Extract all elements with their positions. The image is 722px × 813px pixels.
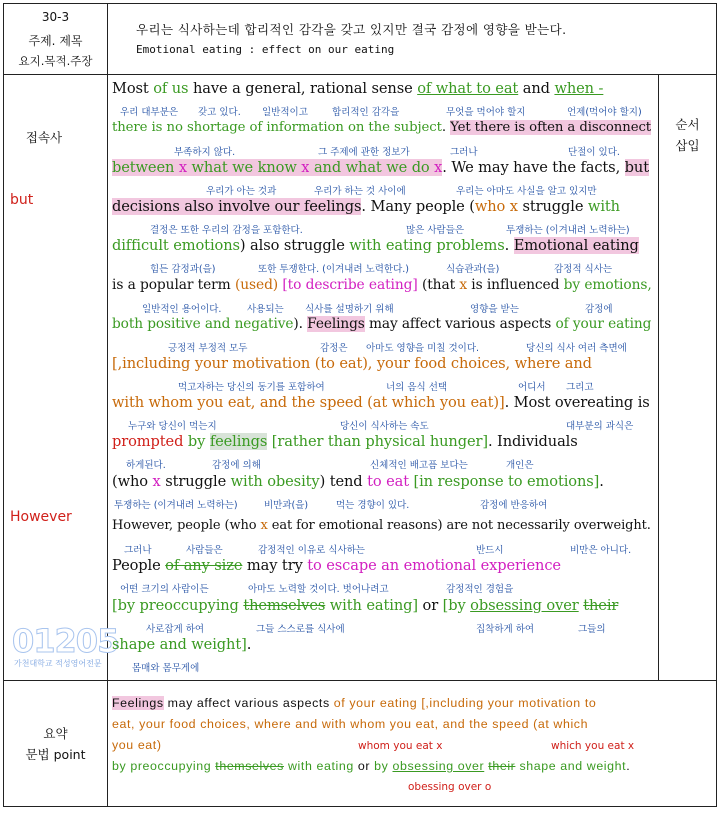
passage-line-12: However, people (who x eat for emotional reasons) are not necessarily overweight. <box>112 518 651 533</box>
summary-line-1: Feelings may affect various aspects of your eating [,including your motivation to <box>112 696 597 710</box>
gloss-15a: 몸매와 몸무게에 <box>132 663 200 674</box>
gloss-1e: 무엇을 먹어야 할지 <box>446 107 526 118</box>
gloss-6b: 사용되는 <box>247 304 284 315</box>
order-label: 순서 <box>675 117 700 132</box>
topic-label: 주제. 제목 <box>28 34 83 48</box>
passage-line-9: with whom you eat, and the speed (at which you eat)]. Most overeating is <box>112 394 650 411</box>
passage-line-10: prompted by feelings [rather than physical hunger]. Individuals <box>112 433 578 450</box>
gloss-11b: 비만과(을) <box>264 500 309 511</box>
header-divider <box>4 74 717 75</box>
summary-divider <box>4 680 717 681</box>
gloss-12c: 감정적인 이유로 식사하는 <box>258 545 365 556</box>
gloss-6a: 일반적인 용어이다. <box>142 304 222 315</box>
lesson-number: 30-3 <box>41 10 70 24</box>
connector-label: 접속사 <box>25 130 63 145</box>
gloss-2c: 그러나 <box>450 147 478 158</box>
gloss-13c: 감정적인 경험을 <box>446 584 514 595</box>
right-column-divider <box>658 75 659 681</box>
gloss-12b: 사람들은 <box>186 545 223 556</box>
gloss-12d: 반드시 <box>476 545 504 556</box>
topic-korean: 우리는 식사하는데 합리적인 감각을 갖고 있지만 결국 감정에 영향을 받는다. <box>136 22 567 37</box>
gloss-3b: 우리가 하는 것 사이에 <box>314 186 406 197</box>
gloss-1c: 일반적이고 <box>262 107 308 118</box>
however-label: However <box>10 509 72 525</box>
grammar-point-label: 문법 point <box>25 747 86 762</box>
but-label: but <box>10 192 34 208</box>
summary-line-2: eat, your food choices, where and with whom you eat, and the speed (at which <box>112 717 589 731</box>
gloss-7d: 당신의 식사 여러 측면에 <box>526 343 627 354</box>
gloss-9a: 누구와 당신이 먹는지 <box>128 421 217 432</box>
gloss-7c: 아마도 영향을 미칠 것이다. <box>366 343 480 354</box>
passage-line-14: [by preoccupying themselves with eating] or [by obsessing over their <box>112 597 619 614</box>
gloss-1a: 우리 대부분은 <box>120 107 179 118</box>
passage-line-11: (who x struggle with obesity) tend to eat [in response to emotions]. <box>112 473 604 490</box>
gloss-8b: 너의 음식 선택 <box>386 382 448 393</box>
left-column-divider <box>107 4 108 807</box>
grammar-note-2: which you eat x <box>551 740 635 752</box>
passage-line-13: People of any size may try to escape an emotional experience <box>112 557 561 574</box>
passage-line-2: there is no shortage of information on the subject. Yet there is often a disconnect <box>112 120 652 135</box>
topic-english: Emotional eating : effect on our eating <box>136 43 395 56</box>
gloss-8c: 어디서 <box>518 382 546 393</box>
gloss-7b: 감정은 <box>320 343 348 354</box>
gloss-2d: 단절이 있다. <box>568 147 620 158</box>
passage-line-8: [,including your motivation (to eat), your food choices, where and <box>112 355 592 372</box>
gloss-11c: 먹는 경향이 있다. <box>336 500 410 511</box>
gloss-1b: 갖고 있다. <box>198 107 241 118</box>
watermark-caption: 가천대학교 적성영어전문 <box>14 659 102 668</box>
gloss-1f: 언제(먹어야 할지) <box>567 107 642 118</box>
gloss-14c: 집착하게 하여 <box>476 624 535 635</box>
passage-line-15: shape and weight]. <box>112 636 252 653</box>
passage-line-1: Most of us have a general, rational sense of what to eat and when - <box>112 80 604 97</box>
summary-line-4: by preoccupying themselves with eating or by obsessing over their shape and weight. <box>112 759 631 773</box>
gloss-14a: 사로잡게 하여 <box>146 624 205 635</box>
gloss-3c: 우리는 아마도 사실을 알고 있지만 <box>456 186 597 197</box>
gloss-8a: 먹고자하는 당신의 동기를 포함하여 <box>178 382 325 393</box>
gloss-4c: 투쟁하는 (이겨내려 노력하는) <box>506 225 630 236</box>
gloss-6c: 식사를 설명하기 위해 <box>305 304 394 315</box>
gloss-11d: 감정에 반응하여 <box>480 500 548 511</box>
passage-line-4: decisions also involve our feelings. Many people (who x struggle with <box>112 198 620 215</box>
gloss-5c: 식습관과(을) <box>446 264 500 275</box>
gloss-5a: 힘든 감정과(을) <box>150 264 216 275</box>
gloss-13a: 어떤 크기의 사람이든 <box>120 584 209 595</box>
grammar-note-1: whom you eat x <box>358 740 443 752</box>
gloss-11a: 투쟁하는 (이겨내려 노력하는) <box>114 500 238 511</box>
gloss-4b: 많은 사람들은 <box>406 225 465 236</box>
gloss-14b: 그들 스스로를 식사에 <box>256 624 345 635</box>
gloss-8d: 그리고 <box>566 382 594 393</box>
gloss-1d: 합리적인 감각을 <box>332 107 400 118</box>
gloss-5d: 감정적 식사는 <box>554 264 613 275</box>
summary-label: 요약 <box>43 726 68 741</box>
gloss-7a: 긍정적 부정적 모두 <box>168 343 248 354</box>
insert-label: 삽입 <box>675 138 700 153</box>
gloss-9b: 당신이 식사하는 속도 <box>340 421 429 432</box>
gist-label: 요지.목적.주장 <box>18 54 93 68</box>
gloss-13b: 아마도 노력할 것이다. 벗어나려고 <box>248 584 389 595</box>
passage-line-6: is a popular term (used) [to describe eating] (that x is influenced by emotions, <box>112 277 652 293</box>
summary-line-3: you eat) <box>112 738 162 752</box>
gloss-2b: 그 주제에 관한 정보가 <box>318 147 410 158</box>
gloss-5b: 또한 투쟁한다. (이겨내려 노력한다.) <box>258 264 409 275</box>
gloss-10d: 개인은 <box>506 460 534 471</box>
gloss-6d: 영향을 받는 <box>470 304 519 315</box>
gloss-6e: 감정에 <box>585 304 613 315</box>
gloss-4a: 결정은 또한 우리의 감정을 포함한다. <box>150 225 303 236</box>
watermark-number: 01205 <box>12 622 119 660</box>
passage-line-7: both positive and negative). Feelings may affect various aspects of your eating <box>112 316 652 332</box>
gloss-12a: 그러나 <box>124 545 152 556</box>
gloss-10c: 신체적인 배고픔 보다는 <box>370 460 468 471</box>
gloss-2a: 부족하지 않다. <box>174 147 236 158</box>
gloss-12e: 비만은 아니다. <box>570 545 632 556</box>
grammar-note-3: obessing over o <box>408 781 492 793</box>
gloss-9c: 대부분의 과식은 <box>566 421 634 432</box>
passage-line-3: between x what we know x and what we do x. We may have the facts, but <box>112 159 649 176</box>
gloss-10b: 감정에 의해 <box>212 460 261 471</box>
gloss-3a: 우리가 아는 것과 <box>206 186 277 197</box>
gloss-10a: 하게된다. <box>126 460 166 471</box>
passage-line-5: difficult emotions) also struggle with eating problems. Emotional eating <box>112 237 639 254</box>
gloss-14d: 그들의 <box>578 624 606 635</box>
